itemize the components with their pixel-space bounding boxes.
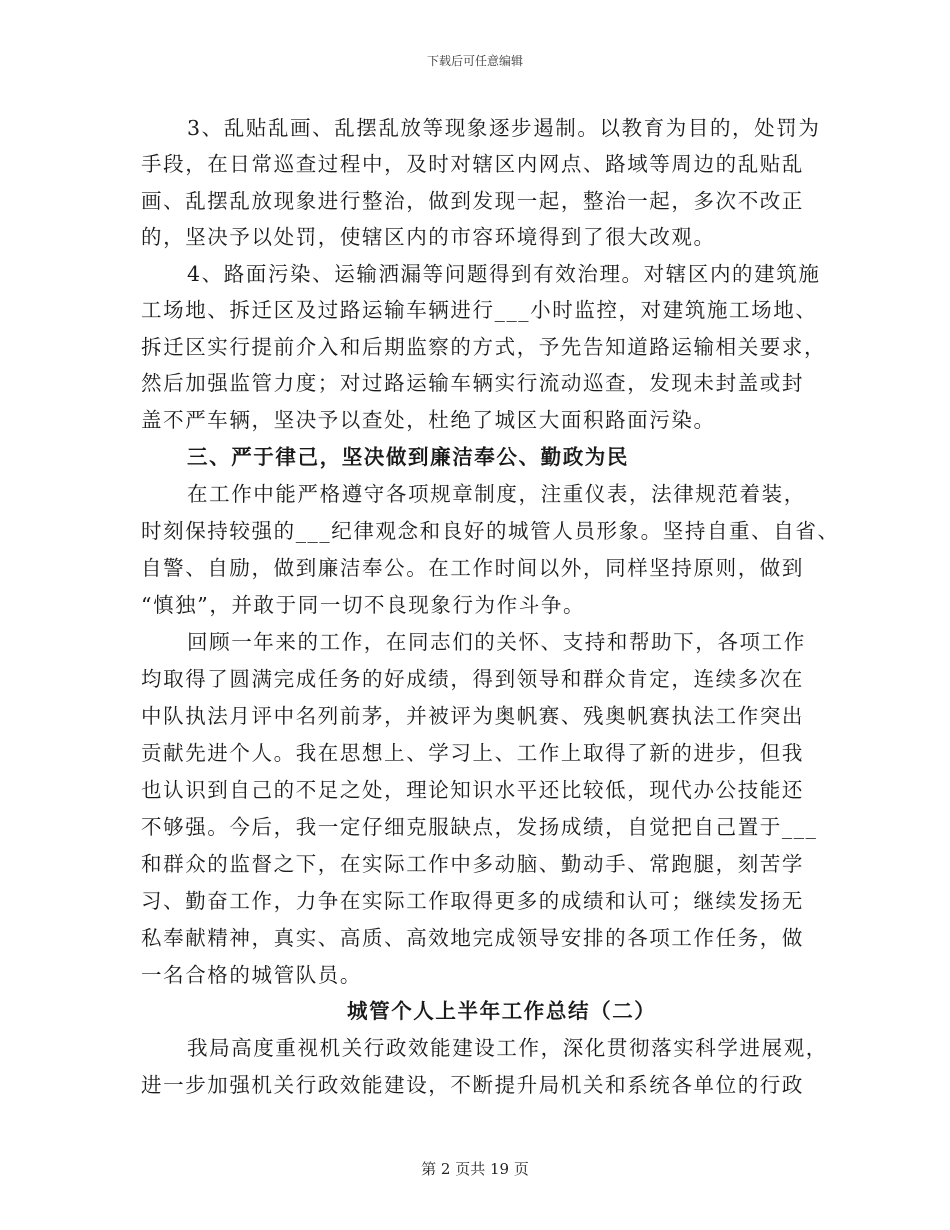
- text-line: 习、勤奋工作，力争在实际工作取得更多的成绩和认可；继续发扬无: [141, 889, 804, 913]
- text-line: 画、乱摆乱放现象进行整治，做到发现一起，整治一起，多次不改正: [141, 189, 804, 213]
- text-line: 手段，在日常巡查过程中，及时对辖区内网点、路域等周边的乱贴乱: [141, 152, 804, 176]
- text-line: 进一步加强机关行政效能建设，不断提升局机关和系统各单位的行政: [141, 1073, 804, 1097]
- text-line: “慎独”，并敢于同一切不良现象行为作斗争。: [141, 593, 586, 617]
- text-line: 和群众的监督之下，在实际工作中多动脑、勤动手、常跑腿，刻苦学: [141, 852, 804, 876]
- text-line: 中队执法月评中名列前茅，并被评为奥帆赛、残奥帆赛执法工作突出: [141, 704, 804, 728]
- text-line: 一名合格的城管队员。: [141, 963, 362, 987]
- text-line: 也认识到自己的不足之处，理论知识水平还比较低，现代办公技能还: [141, 778, 804, 802]
- article-title: 城管个人上半年工作总结（二）: [347, 999, 657, 1023]
- text-line: 工场地、拆迁区及过路运输车辆进行___小时监控，对建筑施工场地、: [141, 298, 818, 322]
- text-line: 均取得了圆满完成任务的好成绩，得到领导和群众肯定，连续多次在: [141, 667, 804, 691]
- text-line: 不够强。今后，我一定仔细克服缺点，发扬成绩，自觉把自己置于___: [141, 815, 818, 839]
- text-line: 的，坚决予以处罚，使辖区内的市容环境得到了很大改观。: [141, 225, 716, 249]
- page-header: 下载后可任意编辑: [426, 54, 523, 68]
- text-line: 回顾一年来的工作，在同志们的关怀、支持和帮助下，各项工作: [187, 630, 806, 654]
- text-line: 私奉献精神，真实、高质、高效地完成领导安排的各项工作任务，做: [141, 926, 804, 950]
- text-line: 4、路面污染、运输洒漏等问题得到有效治理。对辖区内的建筑施: [187, 262, 821, 286]
- text-line: 时刻保持较强的___纪律观念和良好的城管人员形象。坚持自重、自省、: [141, 519, 840, 543]
- text-line: 自警、自励，做到廉洁奉公。在工作时间以外，同样坚持原则，做到: [141, 556, 804, 580]
- text-line: 盖不严车辆，坚决予以查处，杜绝了城区大面积路面污染。: [141, 408, 716, 432]
- text-line: 然后加强监管力度；对过路运输车辆实行流动巡查，发现未封盖或封: [141, 371, 804, 395]
- text-line: 我局高度重视机关行政效能建设工作，深化贯彻落实科学进展观，: [187, 1036, 828, 1060]
- page-footer: 第 2 页共 19 页: [421, 1160, 529, 1178]
- section-heading: 三、严于律己，坚决做到廉洁奉公、勤政为民: [187, 445, 629, 469]
- text-line: 3、乱贴乱画、乱摆乱放等现象逐步遏制。以教育为目的，处罚为: [187, 116, 821, 140]
- text-line: 在工作中能严格遵守各项规章制度，注重仪表，法律规范着装，: [187, 482, 806, 506]
- text-line: 贡献先进个人。我在思想上、学习上、工作上取得了新的进步，但我: [141, 741, 804, 765]
- text-line: 拆迁区实行提前介入和后期监察的方式，予先告知道路运输相关要求，: [141, 335, 827, 359]
